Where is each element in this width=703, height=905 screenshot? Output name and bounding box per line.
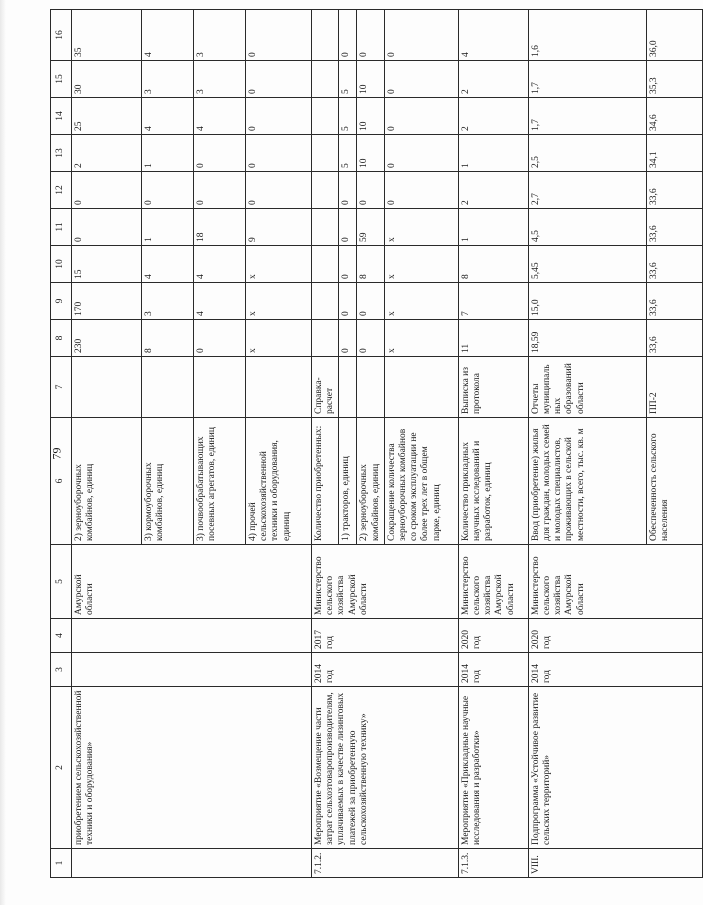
value-cell: 36,0 bbox=[646, 10, 702, 61]
value-cell: 1 bbox=[458, 135, 528, 172]
cell-c3: 2014 год bbox=[458, 653, 528, 687]
cell-c1: VIII. bbox=[528, 849, 702, 878]
value-cell: 1 bbox=[458, 209, 528, 246]
value-cell: 2 bbox=[72, 135, 142, 172]
value-cell: 4 bbox=[194, 283, 246, 320]
value-cell: 0 bbox=[357, 10, 384, 61]
source-cell bbox=[194, 357, 246, 418]
value-cell bbox=[312, 135, 339, 172]
value-cell: 0 bbox=[246, 10, 312, 61]
value-cell: х bbox=[246, 320, 312, 357]
source-cell bbox=[142, 357, 194, 418]
indicator-name: 2) зерноуборочных комбайнов, единиц bbox=[357, 418, 384, 545]
value-cell: 8 bbox=[357, 246, 384, 283]
source-cell bbox=[384, 357, 458, 418]
cell-c2: Мероприятие «Возмещение части затрат сельхозтоваропроизводителям, уплачиваемых в качестве лизинговых платежей за приобретенную сельскохозяйственную технику» bbox=[312, 687, 459, 849]
value-cell: 5 bbox=[339, 61, 357, 98]
value-cell: х bbox=[384, 283, 458, 320]
indicator-name: 1) тракторов, единиц bbox=[339, 418, 357, 545]
value-cell bbox=[312, 246, 339, 283]
cell-c3: 2014 год bbox=[528, 653, 702, 687]
cell-c1: 7.1.3. bbox=[458, 849, 528, 878]
column-number: 4 bbox=[51, 619, 72, 653]
value-cell bbox=[312, 10, 339, 61]
cell-c1 bbox=[72, 849, 312, 878]
value-cell: 59 bbox=[357, 209, 384, 246]
source-cell: Справка-расчет bbox=[312, 357, 339, 418]
table-row bbox=[72, 10, 142, 878]
column-number: 16 bbox=[51, 10, 72, 61]
value-cell: 170 bbox=[72, 283, 142, 320]
table-row bbox=[528, 10, 646, 878]
value-cell: 0 bbox=[194, 172, 246, 209]
value-cell: 5,45 bbox=[528, 246, 646, 283]
value-cell: 0 bbox=[384, 98, 458, 135]
cell-c2: приобретением сельскохозяйственной техники и оборудования» bbox=[72, 687, 312, 849]
column-number: 2 bbox=[51, 687, 72, 849]
value-cell: 1 bbox=[142, 135, 194, 172]
value-cell: 0 bbox=[357, 172, 384, 209]
column-number: 15 bbox=[51, 61, 72, 98]
value-cell: 0 bbox=[194, 135, 246, 172]
value-cell: 0 bbox=[357, 320, 384, 357]
value-cell: х bbox=[384, 320, 458, 357]
cell-c4: 2017 год bbox=[312, 619, 459, 653]
cell-c2: Подпрограмма «Устойчивое развитие сельских территорий» bbox=[528, 687, 702, 849]
value-cell: 7 bbox=[458, 283, 528, 320]
value-cell: 10 bbox=[357, 61, 384, 98]
value-cell: 11 bbox=[458, 320, 528, 357]
rotated-table-sheet bbox=[50, 30, 671, 878]
source-cell bbox=[246, 357, 312, 418]
indicator-name: 3) кормоуборочных комбайнов, единиц bbox=[142, 418, 194, 545]
value-cell: 1,6 bbox=[528, 10, 646, 61]
value-cell: 2,7 bbox=[528, 172, 646, 209]
cell-c5: Министерство сельского хозяйства Амурской области bbox=[458, 545, 528, 619]
value-cell: 0 bbox=[339, 172, 357, 209]
column-number: 5 bbox=[51, 545, 72, 619]
value-cell: 0 bbox=[384, 172, 458, 209]
value-cell: 34,1 bbox=[646, 135, 702, 172]
column-number: 12 bbox=[51, 172, 72, 209]
value-cell bbox=[312, 209, 339, 246]
value-cell: 33,6 bbox=[646, 172, 702, 209]
value-cell: х bbox=[246, 283, 312, 320]
column-number: 9 bbox=[51, 283, 72, 320]
value-cell: 0 bbox=[72, 172, 142, 209]
column-number: 14 bbox=[51, 98, 72, 135]
value-cell: 35 bbox=[72, 10, 142, 61]
value-cell: 2 bbox=[458, 61, 528, 98]
cell-c5: Министерство сельского хозяйства Амурской области bbox=[528, 545, 702, 619]
value-cell: 3 bbox=[142, 61, 194, 98]
value-cell: 0 bbox=[246, 172, 312, 209]
indicator-name: Количество прикладных научных исследований и разработок, единиц bbox=[458, 418, 528, 545]
value-cell: 0 bbox=[339, 10, 357, 61]
source-cell bbox=[357, 357, 384, 418]
column-number-row bbox=[51, 10, 72, 878]
value-cell: 10 bbox=[357, 98, 384, 135]
value-cell: 5 bbox=[339, 135, 357, 172]
value-cell: 0 bbox=[246, 61, 312, 98]
value-cell: 2 bbox=[458, 98, 528, 135]
cell-c4: 2020 год bbox=[458, 619, 528, 653]
value-cell: 33,6 bbox=[646, 246, 702, 283]
indicator-name: Сокращение количества зерноуборочных комбайнов со сроком эксплуатации не более трех лет в общем парке, единиц bbox=[384, 418, 458, 545]
value-cell: 4 bbox=[194, 246, 246, 283]
column-number: 7 bbox=[51, 357, 72, 418]
value-cell: 25 bbox=[72, 98, 142, 135]
column-number: 3 bbox=[51, 653, 72, 687]
value-cell: 0 bbox=[142, 172, 194, 209]
table-row bbox=[312, 10, 339, 878]
column-number: 10 bbox=[51, 246, 72, 283]
indicator-name: Количество приобретенных: bbox=[312, 418, 339, 545]
value-cell: 3 bbox=[194, 61, 246, 98]
source-cell: Отчеты муниципальных образований области bbox=[528, 357, 646, 418]
column-number: 11 bbox=[51, 209, 72, 246]
value-cell: 15 bbox=[72, 246, 142, 283]
value-cell: 9 bbox=[246, 209, 312, 246]
column-number: 1 bbox=[51, 849, 72, 878]
value-cell: 0 bbox=[246, 98, 312, 135]
source-cell bbox=[72, 357, 142, 418]
value-cell: 4,5 bbox=[528, 209, 646, 246]
indicator-name: 3) почвообрабатывающих посевных агрегатов, единиц bbox=[194, 418, 246, 545]
source-cell: ПП-2 bbox=[646, 357, 702, 418]
value-cell: 1 bbox=[142, 209, 194, 246]
value-cell bbox=[312, 320, 339, 357]
value-cell: 10 bbox=[357, 135, 384, 172]
indicators-table bbox=[50, 9, 703, 878]
page-number: 79 bbox=[49, 447, 64, 460]
value-cell: х bbox=[246, 246, 312, 283]
value-cell: 0 bbox=[339, 209, 357, 246]
value-cell: 2 bbox=[458, 172, 528, 209]
value-cell: 18,59 bbox=[528, 320, 646, 357]
source-cell: Выписка из протокола bbox=[458, 357, 528, 418]
value-cell: х bbox=[384, 209, 458, 246]
value-cell: 35,3 bbox=[646, 61, 702, 98]
value-cell: 8 bbox=[142, 320, 194, 357]
value-cell: 0 bbox=[339, 283, 357, 320]
value-cell: 1,7 bbox=[528, 61, 646, 98]
source-cell bbox=[339, 357, 357, 418]
indicator-name: 2) зерноуборочных комбайнов, единиц bbox=[72, 418, 142, 545]
value-cell: 230 bbox=[72, 320, 142, 357]
value-cell: 4 bbox=[194, 98, 246, 135]
column-number: 13 bbox=[51, 135, 72, 172]
value-cell: 1,7 bbox=[528, 98, 646, 135]
value-cell: 15,0 bbox=[528, 283, 646, 320]
value-cell: 3 bbox=[142, 283, 194, 320]
value-cell: 2,5 bbox=[528, 135, 646, 172]
indicator-name: Обеспеченность сельского населения bbox=[646, 418, 702, 545]
column-number: 8 bbox=[51, 320, 72, 357]
value-cell: х bbox=[384, 246, 458, 283]
value-cell: 0 bbox=[384, 10, 458, 61]
cell-c1: 7.1.2. bbox=[312, 849, 459, 878]
value-cell: 30 bbox=[72, 61, 142, 98]
value-cell: 4 bbox=[142, 98, 194, 135]
value-cell: 3 bbox=[194, 10, 246, 61]
value-cell: 33,6 bbox=[646, 320, 702, 357]
value-cell: 0 bbox=[357, 283, 384, 320]
value-cell: 4 bbox=[142, 246, 194, 283]
indicator-name: Ввод (приобретение) жилья для граждан, молодых семей и молодых специалистов, проживающих в сельской местности, всего, тыс. кв. м bbox=[528, 418, 646, 545]
cell-c3: 2014 год bbox=[312, 653, 459, 687]
value-cell: 4 bbox=[458, 10, 528, 61]
value-cell: 18 bbox=[194, 209, 246, 246]
value-cell: 4 bbox=[142, 10, 194, 61]
cell-c2: Мероприятие «Прикладные научные исследования и разработки» bbox=[458, 687, 528, 849]
value-cell: 33,6 bbox=[646, 283, 702, 320]
value-cell: 8 bbox=[458, 246, 528, 283]
column-number: 6 bbox=[51, 418, 72, 545]
scan-edge bbox=[0, 0, 6, 905]
value-cell bbox=[312, 98, 339, 135]
value-cell: 0 bbox=[384, 135, 458, 172]
cell-c5: Амурской области bbox=[72, 545, 312, 619]
cell-c3 bbox=[72, 653, 312, 687]
cell-c4 bbox=[72, 619, 312, 653]
value-cell: 0 bbox=[339, 246, 357, 283]
value-cell: 33,6 bbox=[646, 209, 702, 246]
value-cell: 0 bbox=[246, 135, 312, 172]
value-cell bbox=[312, 61, 339, 98]
value-cell bbox=[312, 172, 339, 209]
value-cell: 0 bbox=[72, 209, 142, 246]
table-row bbox=[458, 10, 528, 878]
indicator-name: 4) прочей сельскохозяйственной техники и оборудования, единиц bbox=[246, 418, 312, 545]
cell-c4: 2020 год bbox=[528, 619, 702, 653]
value-cell: 0 bbox=[194, 320, 246, 357]
value-cell: 0 bbox=[384, 61, 458, 98]
value-cell bbox=[312, 283, 339, 320]
cell-c5: Министерство сельского хозяйства Амурской области bbox=[312, 545, 459, 619]
value-cell: 5 bbox=[339, 98, 357, 135]
value-cell: 0 bbox=[339, 320, 357, 357]
value-cell: 34,6 bbox=[646, 98, 702, 135]
